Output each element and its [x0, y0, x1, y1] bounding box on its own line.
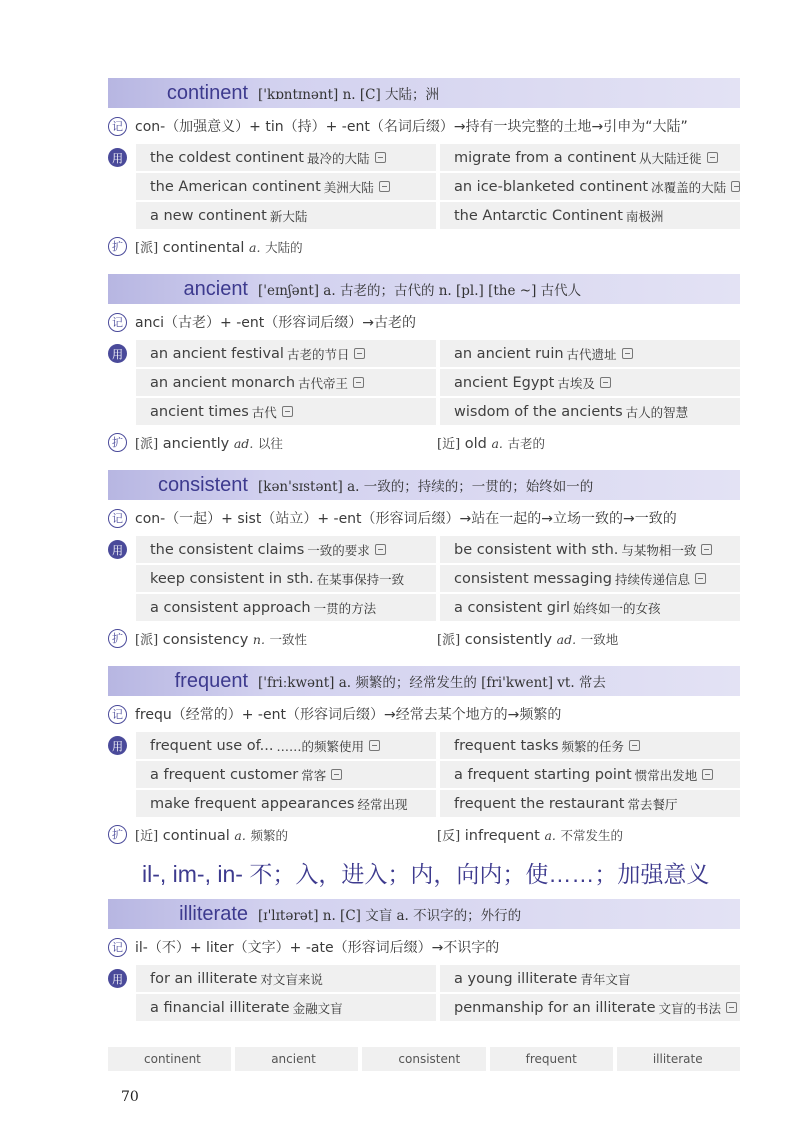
- example-chinese: 一致的要求: [307, 542, 370, 558]
- word-entry-consistent: [108, 470, 740, 651]
- extension-pos: a.: [249, 239, 261, 255]
- example-chinese: 金融文盲: [292, 1000, 343, 1016]
- audio-icon[interactable]: [707, 152, 718, 163]
- extension-tag: [近]: [437, 436, 461, 452]
- usage-example: [136, 340, 436, 367]
- audio-icon[interactable]: [379, 181, 390, 192]
- memory-text: frequ（经常的）+ -ent（形容词后缀）→经常去某个地方的→频繁的: [135, 707, 562, 723]
- usage-example: [136, 790, 436, 817]
- definition: [ɪ'lɪtərət] n. [C] 文盲 a. 不识字的；外行的: [258, 908, 522, 924]
- usage-example: [440, 965, 740, 992]
- extension-tag: [派]: [437, 632, 461, 648]
- extension-tag: [派]: [135, 436, 159, 452]
- extension-items: [135, 629, 740, 648]
- example-chinese: 古埃及: [557, 375, 595, 391]
- example-english: for an illiterate: [150, 970, 258, 987]
- headword: continent: [166, 81, 248, 104]
- section-heading: il-, im-, in- 不；入，进入；内，向内；使……；加强意义: [142, 861, 710, 887]
- usage-block: [108, 144, 740, 229]
- memory-line: [108, 114, 740, 138]
- extension-chinese: 一致地: [580, 631, 619, 647]
- example-chinese: 美洲大陆: [323, 179, 374, 195]
- extension-word: continual: [162, 827, 230, 844]
- usage-examples: [136, 965, 740, 1021]
- extension-pos: n.: [252, 631, 265, 647]
- headword: consistent: [157, 473, 248, 496]
- extension-badge-icon: 扩: [108, 825, 127, 844]
- example-chinese: 从大陆迁徙: [639, 150, 702, 166]
- footer-tab-continent[interactable]: continent: [108, 1047, 231, 1071]
- example-chinese: 常去餐厅: [627, 796, 678, 812]
- usage-badge-icon: 用: [108, 148, 127, 167]
- audio-icon[interactable]: [701, 544, 712, 555]
- footer-tab-frequent[interactable]: frequent: [490, 1047, 613, 1071]
- audio-icon[interactable]: [331, 769, 342, 780]
- extension-tag: [反]: [437, 828, 461, 844]
- memory-badge-icon: 记: [108, 117, 127, 136]
- entry-header: [108, 78, 740, 108]
- usage-example: [440, 202, 740, 229]
- extension-item: [437, 433, 739, 452]
- example-english: an ancient ruin: [454, 345, 564, 362]
- example-english: consistent messaging: [454, 570, 612, 587]
- audio-icon[interactable]: [702, 769, 713, 780]
- extension-chinese: 古老的: [507, 435, 546, 451]
- footer-tab-illiterate[interactable]: illiterate: [617, 1047, 740, 1071]
- audio-icon[interactable]: [375, 544, 386, 555]
- usage-example: [136, 398, 436, 425]
- audio-icon[interactable]: [629, 740, 640, 751]
- extension-badge-icon: 扩: [108, 629, 127, 648]
- usage-example: [440, 536, 740, 563]
- memory-badge-icon: 记: [108, 705, 127, 724]
- memory-badge-icon: 记: [108, 313, 127, 332]
- extension-word: continental: [162, 239, 245, 256]
- example-chinese: 冰覆盖的大陆: [651, 179, 727, 195]
- extension-tag: [派]: [135, 632, 159, 648]
- usage-example: [136, 594, 436, 621]
- definition: [kən'sɪstənt] a. 一致的；持续的；一贯的；始终如一的: [258, 479, 594, 495]
- example-chinese: 频繁的任务: [561, 738, 625, 754]
- example-english: be consistent with sth.: [454, 541, 619, 558]
- usage-example: [440, 144, 740, 171]
- extension-items: [135, 237, 740, 256]
- audio-icon[interactable]: [622, 348, 633, 359]
- memory-line: [108, 935, 740, 959]
- example-english: frequent the restaurant: [454, 795, 625, 812]
- headword: frequent: [174, 669, 248, 692]
- usage-example: [136, 202, 436, 229]
- word-entry-ancient: [108, 274, 740, 455]
- example-chinese: 与某物相一致: [621, 542, 697, 558]
- usage-badge-icon: 用: [108, 540, 127, 559]
- extension-tag: [派]: [135, 240, 159, 256]
- example-chinese: 古老的节日: [286, 346, 350, 362]
- example-chinese: 一贯的方法: [313, 600, 377, 616]
- usage-example: [440, 340, 740, 367]
- example-english: penmanship for an illiterate: [454, 999, 656, 1016]
- extension-item: [135, 237, 437, 256]
- usage-block: [108, 732, 740, 817]
- usage-example: [136, 369, 436, 396]
- extension-item: [135, 629, 437, 648]
- example-chinese: 古代帝王: [298, 375, 349, 391]
- audio-icon[interactable]: [600, 377, 611, 388]
- memory-badge-icon: 记: [108, 509, 127, 528]
- usage-examples: [136, 340, 740, 425]
- footer-word-tabs: [108, 1047, 740, 1071]
- audio-icon[interactable]: [731, 181, 740, 192]
- audio-icon[interactable]: [353, 377, 364, 388]
- usage-example: [440, 790, 740, 817]
- definition: ['eɪnʃənt] a. 古老的；古代的 n. [pl.] [the ~] 古代人: [258, 283, 582, 299]
- audio-icon[interactable]: [726, 1002, 737, 1013]
- example-english: the coldest continent: [150, 149, 304, 166]
- definition: ['friːkwənt] a. 频繁的；经常发生的 [fri'kwent] vt. 常去: [258, 675, 606, 691]
- entry-header: [108, 899, 740, 929]
- audio-icon[interactable]: [695, 573, 706, 584]
- word-entry-illiterate: [108, 899, 740, 1021]
- example-english: wisdom of the ancients: [454, 403, 623, 420]
- usage-example: [440, 369, 740, 396]
- usage-block: [108, 965, 740, 1021]
- extension-line: [108, 233, 740, 259]
- extension-line: [108, 821, 740, 847]
- extension-pos: a.: [491, 435, 503, 451]
- example-chinese: 常客: [301, 767, 327, 783]
- extension-word: infrequent: [464, 827, 540, 844]
- definition: ['kɒntɪnənt] n. [C] 大陆；洲: [258, 87, 440, 103]
- example-english: make frequent appearances: [150, 795, 355, 812]
- extension-chinese: 频繁的: [250, 827, 288, 843]
- extension-chinese: 大陆的: [265, 239, 303, 255]
- usage-example: [440, 173, 740, 200]
- example-english: an ice-blanketed continent: [454, 178, 649, 195]
- entry-header: [108, 666, 740, 696]
- extension-line: [108, 429, 740, 455]
- usage-example: [136, 761, 436, 788]
- example-english: frequent tasks: [454, 737, 559, 754]
- example-english: a young illiterate: [454, 970, 578, 987]
- usage-example: [136, 994, 436, 1021]
- usage-example: [136, 732, 436, 759]
- example-english: an ancient festival: [150, 345, 284, 362]
- example-english: a frequent starting point: [454, 766, 632, 783]
- extension-tag: [近]: [135, 828, 159, 844]
- extension-items: [135, 825, 740, 844]
- extension-items: [135, 433, 740, 452]
- example-chinese: 在某事保持一致: [316, 571, 405, 587]
- memory-line: [108, 506, 740, 530]
- example-chinese: 经常出现: [357, 796, 408, 812]
- usage-example: [136, 565, 436, 592]
- usage-badge-icon: 用: [108, 344, 127, 363]
- usage-badge-icon: 用: [108, 969, 127, 988]
- extension-badge-icon: 扩: [108, 433, 127, 452]
- example-chinese: 最冷的大陆: [307, 150, 370, 166]
- usage-example: [440, 594, 740, 621]
- extension-word: old: [464, 435, 487, 452]
- memory-text: con-（加强意义）+ tin（持）+ -ent（名词后缀）→持有一块完整的土地→引申为“大陆”: [135, 119, 688, 135]
- memory-text: il-（不）+ liter（文字）+ -ate（形容词后缀）→不识字的: [135, 940, 500, 956]
- headword: ancient: [183, 277, 248, 300]
- footer-tab-ancient[interactable]: ancient: [235, 1047, 358, 1071]
- usage-examples: [136, 536, 740, 621]
- extension-pos: a.: [234, 827, 246, 843]
- footer-tab-consistent[interactable]: consistent: [362, 1047, 485, 1071]
- example-chinese: 青年文盲: [580, 971, 631, 987]
- extension-item: [437, 825, 739, 844]
- page-number: 70: [121, 1089, 139, 1105]
- usage-badge-icon: 用: [108, 736, 127, 755]
- example-english: frequent use of...: [150, 737, 274, 754]
- memory-line: [108, 310, 740, 334]
- example-chinese: 文盲的书法: [658, 1000, 722, 1016]
- extension-item: [135, 825, 437, 844]
- extension-word: anciently: [162, 435, 230, 452]
- extension-badge-icon: 扩: [108, 237, 127, 256]
- headword: illiterate: [179, 902, 248, 925]
- example-chinese: 持续传递信息: [614, 571, 690, 587]
- word-entry-continent: [108, 78, 740, 259]
- usage-example: [136, 965, 436, 992]
- usage-example: [440, 761, 740, 788]
- extension-word: consistently: [464, 631, 553, 648]
- extension-pos: a.: [544, 827, 556, 843]
- example-english: ancient Egypt: [454, 374, 555, 391]
- usage-example: [440, 398, 740, 425]
- audio-icon[interactable]: [375, 152, 386, 163]
- usage-examples: [136, 144, 740, 229]
- example-chinese: 南极洲: [625, 208, 664, 224]
- extension-chinese: 一致性: [269, 631, 308, 647]
- entry-header: [108, 470, 740, 500]
- example-chinese: ……的频繁使用: [276, 738, 365, 754]
- extension-pos: ad.: [233, 435, 254, 451]
- extension-chinese: 以往: [257, 435, 283, 451]
- example-chinese: 对文盲来说: [260, 971, 323, 987]
- example-english: a financial illiterate: [150, 999, 290, 1016]
- example-english: a frequent customer: [150, 766, 299, 783]
- usage-block: [108, 340, 740, 425]
- example-english: an ancient monarch: [150, 374, 296, 391]
- example-english: a new continent: [150, 207, 267, 224]
- example-chinese: 古代遗址: [566, 346, 617, 362]
- example-english: the consistent claims: [150, 541, 305, 558]
- extension-item: [437, 629, 739, 648]
- word-entry-frequent: [108, 666, 740, 847]
- usage-block: [108, 536, 740, 621]
- example-english: ancient times: [150, 403, 249, 420]
- extension-word: consistency: [162, 631, 249, 648]
- usage-example: [136, 173, 436, 200]
- example-chinese: 始终如一的女孩: [572, 600, 661, 616]
- usage-example: [440, 565, 740, 592]
- example-english: a consistent approach: [150, 599, 311, 616]
- example-english: a consistent girl: [454, 599, 570, 616]
- example-chinese: 新大陆: [269, 208, 308, 224]
- usage-examples: [136, 732, 740, 817]
- example-chinese: 古代: [251, 404, 277, 420]
- example-english: keep consistent in sth.: [150, 570, 314, 587]
- extension-pos: ad.: [556, 631, 577, 647]
- extension-item: [135, 433, 437, 452]
- usage-example: [440, 732, 740, 759]
- audio-icon[interactable]: [282, 406, 293, 417]
- usage-example: [440, 994, 740, 1021]
- entry-header: [108, 274, 740, 304]
- usage-example: [136, 144, 436, 171]
- memory-text: anci（古老）+ -ent（形容词后缀）→古老的: [135, 315, 416, 331]
- memory-text: con-（一起）+ sist（站立）+ -ent（形容词后缀）→站在一起的→立场一致的→一致的: [135, 511, 677, 527]
- memory-line: [108, 702, 740, 726]
- memory-badge-icon: 记: [108, 938, 127, 957]
- example-chinese: 惯常出发地: [634, 767, 698, 783]
- example-chinese: 古人的智慧: [625, 404, 689, 420]
- usage-example: [136, 536, 436, 563]
- audio-icon[interactable]: [369, 740, 380, 751]
- example-english: the Antarctic Continent: [454, 207, 623, 224]
- example-english: migrate from a continent: [454, 149, 637, 166]
- audio-icon[interactable]: [354, 348, 365, 359]
- extension-chinese: 不常发生的: [560, 827, 624, 843]
- example-english: the American continent: [150, 178, 321, 195]
- extension-line: [108, 625, 740, 651]
